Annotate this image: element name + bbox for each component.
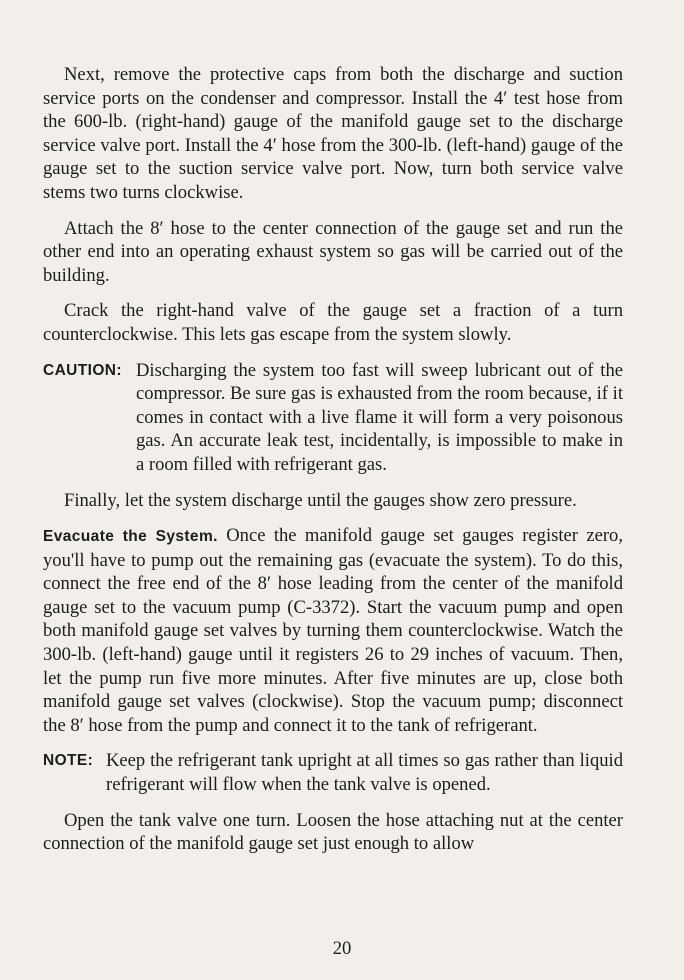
paragraph-discharge: Finally, let the system discharge until the gauges show zero pressure. [64, 489, 577, 511]
paragraph-crack-valve: Crack the right-hand valve of the gauge set a fraction of a turn counterclockwise. This lets gas escape from the system slowly. [43, 300, 623, 345]
evacuate-text: Once the manifold gauge set gauges register zero, you'll have to pump out the remaining gas (evacuate the system). To do this, connect the free end of the 8′ hose leading from the center of the manifold gauge set to the vacuum pump (C-3372). Start the vacuum pump and open both manifold gauge set valves by turning them counterclockwise. Watch the 300-lb. (left-hand) gauge until it registers 26 to 29 inches of vacuum. Then, let the pump run five more minutes. After five minutes are up, close both manifold gauge set valves (clockwise). Stop the vacuum pump; disconnect the 8′ hose from the pump and connect it to the tank of refrigerant. [43, 525, 623, 736]
caution-label: CAUTION: [43, 361, 122, 379]
paragraph-attach-hose: Attach the 8′ hose to the center connection of the gauge set and run the other end into an operating exhaust system so gas will be carried out of the building. [43, 217, 623, 286]
page-body [43, 63, 623, 868]
paragraph-open-tank: Open the tank valve one turn. Loosen the hose attaching nut at the center connection of the manifold gauge set just enough to allow [43, 809, 623, 855]
note-block [43, 749, 623, 796]
note-text: Keep the refrigerant tank upright at all times so gas rather than liquid refrigerant will flow when the tank valve is opened. [106, 750, 623, 796]
evacuate-heading: Evacuate the System. [43, 528, 218, 546]
note-label: NOTE: [43, 752, 94, 770]
caution-text: Discharging the system too fast will sweep lubricant out of the compressor. Be sure gas is exhausted from the room because, if it comes in contact with a live flame it will form a very poisonous gas. An accurate leak test, incidentally, is impossible to make in a room filled with refrigerant gas. [136, 359, 623, 475]
paragraph-remove-caps: Next, remove the protective caps from both the discharge and suction service ports on the condenser and compressor. Install the 4′ test hose from the 600-lb. (right-hand) gauge of the manifold gauge set to the discharge service valve port. Install the 4′ hose from the 300-lb. (left-hand) gauge of the gauge set to the suction service valve port. Now, turn both service valve stems two turns clockwise. [43, 64, 623, 203]
page-number: 20 [332, 938, 352, 959]
caution-block [43, 359, 623, 477]
paragraph-evacuate [43, 524, 623, 737]
